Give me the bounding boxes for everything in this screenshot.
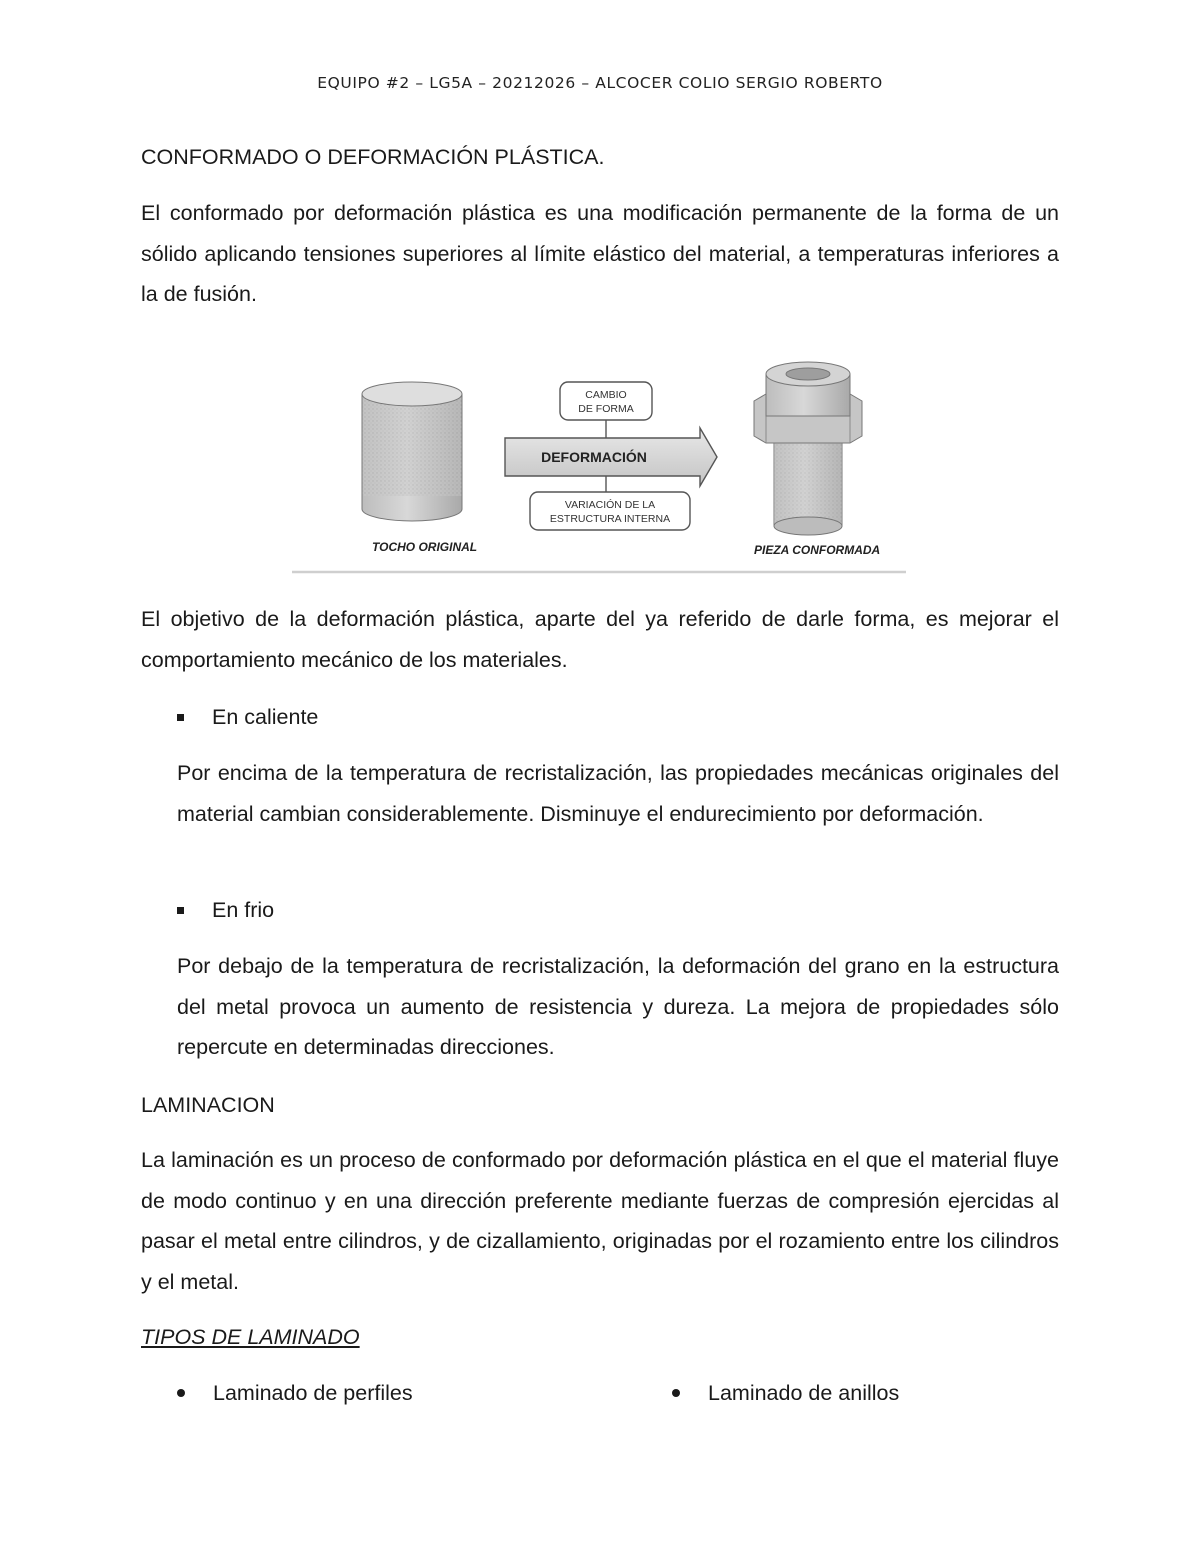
box-bottom-line2: ESTRUCTURA INTERNA (549, 513, 671, 525)
box-change-of-shape (560, 382, 652, 420)
box-top-line2: DE FORMA (578, 403, 634, 415)
type-item-label: Laminado de perfiles (213, 1381, 413, 1405)
bullet-hot-label: En caliente (212, 705, 319, 729)
box-internal-structure (530, 492, 690, 530)
page-header: EQUIPO #2 – LG5A – 20212026 – ALCOCER COLIO SERGIO ROBERTO (317, 74, 883, 92)
section-title-laminacion: LAMINACION (141, 1093, 275, 1117)
box-top-line1: CAMBIO (585, 389, 627, 401)
type-item-anillos (672, 1373, 899, 1413)
label-original-billet: TOCHO ORIGINAL (372, 540, 478, 554)
hot-description: Por encima de la temperatura de recristalización, las propiedades mecánicas originales del material cambian considerablemente. Disminuye el endurecimiento por deformación. (177, 761, 1059, 826)
round-bullet-icon (177, 1389, 185, 1397)
intro-paragraph: El conformado por deformación plástica es una modificación permanente de la forma de un sólido aplicando tensiones superiores al límite elástico del material, a temperaturas inferiores a la de fusión. (141, 201, 1059, 306)
objective-paragraph: El objetivo de la deformación plástica, aparte del ya referido de darle forma, es mejorar el comportamiento mecánico de los materiales. (141, 607, 1059, 672)
deformation-arrow (505, 428, 717, 486)
square-bullet-icon (177, 714, 184, 721)
bullet-cold-label: En frio (212, 898, 275, 922)
label-formed-part: PIEZA CONFORMADA (754, 543, 881, 557)
box-bottom-line1: VARIACIÓN DE LA (564, 499, 656, 511)
formed-part-icon (754, 362, 862, 535)
cold-description: Por debajo de la temperatura de recristalización, la deformación del grano en la estructura del metal provoca un aumento de resistencia y dureza. La mejora de propiedades sólo repercute en determinadas direcciones. (177, 954, 1059, 1059)
section-title-conformado: CONFORMADO O DEFORMACIÓN PLÁSTICA. (141, 145, 605, 169)
bullet-cold (177, 890, 274, 930)
deformation-diagram (292, 356, 906, 574)
bullet-hot (177, 697, 318, 737)
arrow-label-deformacion: DEFORMACIÓN (541, 449, 647, 465)
types-title: TIPOS DE LAMINADO (141, 1325, 360, 1349)
billet-cylinder-icon (362, 382, 462, 521)
round-bullet-icon (672, 1389, 680, 1397)
type-item-label: Laminado de anillos (708, 1381, 900, 1405)
square-bullet-icon (177, 907, 184, 914)
type-item-perfiles (177, 1373, 413, 1413)
lamination-paragraph: La laminación es un proceso de conformado por deformación plástica en el que el material fluye de modo continuo y en una dirección preferente mediante fuerzas de compresión ejercidas al pasar el metal entre cilindros, y de cizallamiento, originadas por el rozamiento entre los cilindros y el metal. (141, 1148, 1059, 1294)
